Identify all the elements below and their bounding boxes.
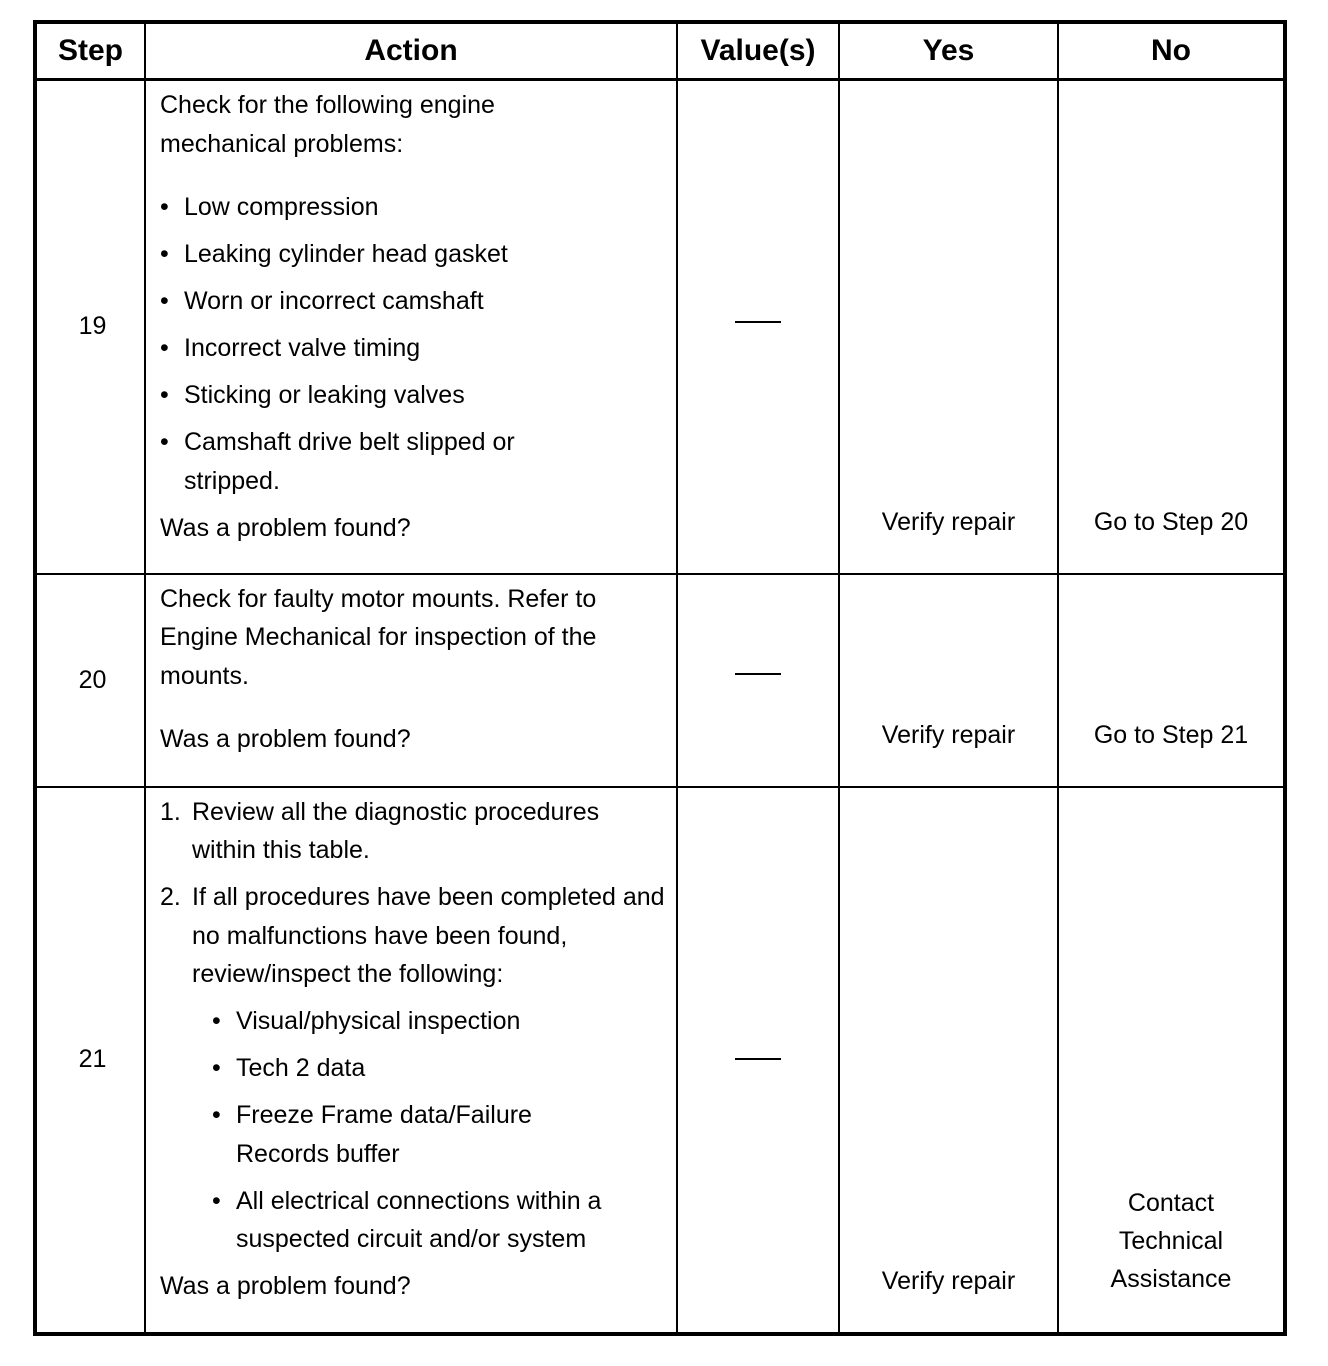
value-dash	[735, 1058, 781, 1060]
step-number: 21	[35, 787, 145, 1334]
yes-text: Verify repair	[881, 508, 1016, 536]
numbered-list	[160, 793, 668, 1259]
no-cell	[1058, 574, 1285, 787]
table-row-step-20	[35, 574, 1285, 787]
yes-text: Verify repair	[881, 1266, 1016, 1295]
action-cell	[145, 80, 677, 574]
action-question: Was a problem found?	[160, 1272, 411, 1300]
header-values: Value(s)	[677, 22, 839, 80]
yes-text: Verify repair	[881, 720, 1016, 749]
value-cell	[677, 787, 839, 1334]
header-no: No	[1058, 22, 1285, 80]
list-item	[160, 878, 668, 1259]
list-item-text: Review all the diagnostic procedures within this table.	[192, 797, 600, 864]
list-item-text: If all procedures have been completed and no malfunctions have been found, review/inspect the following:	[192, 883, 665, 988]
diagnostic-table	[33, 20, 1287, 1336]
sub-bullet-list	[192, 1002, 668, 1259]
no-text: Go to Step 21	[1093, 720, 1249, 749]
no-text: Go to Step 20	[1093, 508, 1249, 536]
no-text: Contact Technical Assistance	[1110, 1188, 1232, 1293]
header-step: Step	[35, 22, 145, 80]
no-cell	[1058, 787, 1285, 1334]
list-item	[160, 793, 652, 870]
action-question: Was a problem found?	[160, 513, 411, 542]
list-item: • Sticking or leaking valves	[160, 376, 668, 415]
action-cell	[145, 787, 677, 1334]
list-item-number: 1.	[160, 797, 181, 826]
action-question: Was a problem found?	[160, 725, 411, 753]
value-dash	[735, 673, 781, 675]
list-item: • Low compression	[160, 188, 668, 227]
action-intro: Check for faulty motor mounts. Refer to Engine Mechanical for inspection of the mounts.	[160, 584, 597, 690]
table-row-step-21	[35, 787, 1285, 1334]
list-item: • Camshaft drive belt slipped or stripped.	[160, 423, 564, 500]
list-item: • Tech 2 data	[212, 1049, 668, 1088]
table-row-step-19	[35, 80, 1285, 574]
value-cell	[677, 80, 839, 574]
no-cell	[1058, 80, 1285, 574]
yes-cell	[839, 574, 1058, 787]
yes-cell	[839, 80, 1058, 574]
action-cell	[145, 574, 677, 787]
value-dash	[735, 321, 781, 323]
step-number: 19	[35, 80, 145, 574]
header-action: Action	[145, 22, 677, 80]
list-item: • All electrical connections within a suspected circuit and/or system	[212, 1182, 656, 1259]
list-item: • Worn or incorrect camshaft	[160, 282, 668, 321]
list-item-number: 2.	[160, 883, 181, 911]
value-cell	[677, 574, 839, 787]
list-item: • Visual/physical inspection	[212, 1002, 668, 1041]
list-item: • Incorrect valve timing	[160, 329, 668, 368]
list-item: • Freeze Frame data/Failure Records buffer	[212, 1096, 576, 1173]
step-number: 20	[35, 574, 145, 787]
action-intro: Check for the following engine mechanical problems:	[160, 91, 495, 158]
bullet-list	[160, 188, 668, 500]
list-item: • Leaking cylinder head gasket	[160, 235, 668, 274]
header-row	[35, 22, 1285, 80]
yes-cell	[839, 787, 1058, 1334]
header-yes: Yes	[839, 22, 1058, 80]
